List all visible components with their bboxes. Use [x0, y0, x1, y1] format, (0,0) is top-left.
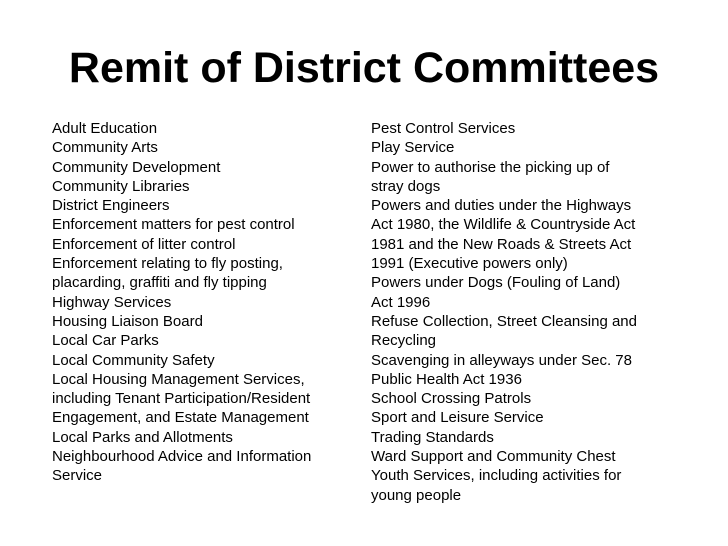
remit-item: Act 1996: [371, 293, 431, 311]
remit-item: 1981 and the New Roads & Streets Act: [371, 235, 632, 253]
slide-title: Remit of District Committees: [68, 44, 660, 92]
remit-item: Ward Support and Community Chest: [371, 448, 616, 466]
remit-item: Sport and Leisure Service: [371, 409, 544, 427]
remit-item: Local Parks and Allotments: [52, 428, 233, 446]
remit-item: Powers under Dogs (Fouling of Land): [371, 274, 621, 292]
remit-item: District Engineers: [52, 197, 170, 215]
remit-item: Enforcement matters for pest control: [52, 216, 295, 234]
remit-item: Community Development: [52, 158, 221, 176]
remit-item: Local Housing Management Services,: [52, 370, 305, 388]
remit-item: including Tenant Participation/Resident: [52, 390, 311, 408]
remit-item: Enforcement relating to fly posting,: [52, 255, 283, 273]
remit-item: Play Service: [371, 139, 455, 157]
remit-item: Refuse Collection, Street Cleansing and: [371, 312, 637, 330]
remit-item: Recycling: [371, 332, 437, 350]
remit-list-left: [52, 119, 352, 486]
remit-item: Housing Liaison Board: [52, 312, 203, 330]
remit-item: Enforcement of litter control: [52, 235, 236, 253]
remit-item: School Crossing Patrols: [371, 390, 532, 408]
remit-list-right: [371, 119, 671, 505]
remit-item: Neighbourhood Advice and Information: [52, 448, 312, 466]
remit-item: Local Car Parks: [52, 332, 159, 350]
remit-item: Highway Services: [52, 293, 172, 311]
remit-item: stray dogs: [371, 177, 441, 195]
remit-item: Public Health Act 1936: [371, 370, 522, 388]
remit-item: 1991 (Executive powers only): [371, 255, 568, 273]
remit-item: Act 1980, the Wildlife & Countryside Act: [371, 216, 636, 234]
remit-item: Service: [52, 467, 103, 485]
remit-item: Power to authorise the picking up of: [371, 158, 610, 176]
remit-item: young people: [371, 486, 462, 504]
remit-item: Engagement, and Estate Management: [52, 409, 309, 427]
remit-item: placarding, graffiti and fly tipping: [52, 274, 267, 292]
remit-item: Adult Education: [52, 120, 158, 137]
remit-item: Community Libraries: [52, 177, 190, 195]
remit-item: Local Community Safety: [52, 351, 215, 369]
remit-item: Powers and duties under the Highways: [371, 197, 632, 215]
remit-item: Pest Control Services: [371, 120, 516, 137]
remit-item: Community Arts: [52, 139, 158, 157]
remit-item: Trading Standards: [371, 428, 494, 446]
remit-item: Youth Services, including activities for: [371, 467, 622, 485]
remit-item: Scavenging in alleyways under Sec. 78: [371, 351, 632, 369]
